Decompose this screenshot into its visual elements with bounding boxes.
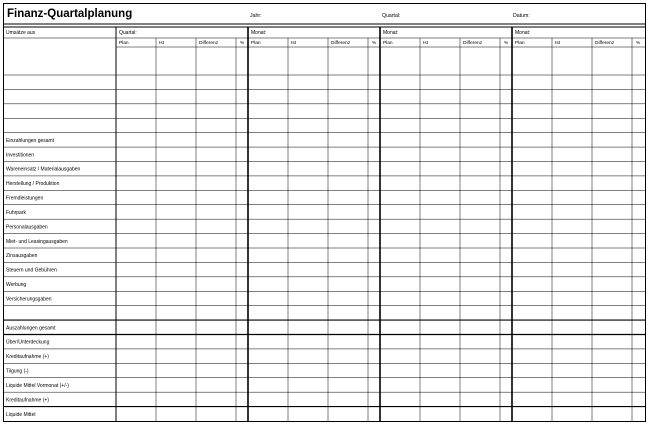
row-label: Einzahlungen gesamt — [6, 137, 55, 144]
sub-column-label: Ist — [159, 41, 165, 46]
sheet-frame — [4, 4, 646, 422]
sub-column-label: Plan — [251, 41, 261, 46]
row-label: Wareneinsatz / Materialausgaben — [6, 166, 81, 173]
first-column-header: Umsätze aus — [6, 30, 36, 36]
row-label: Liquide Mittel Vormonat (+/-) — [6, 382, 69, 389]
sub-column-label: Plan — [383, 41, 393, 46]
sub-column-label: Differenz — [331, 41, 351, 46]
row-label: Werbung — [6, 282, 27, 289]
sub-column-label: Differenz — [595, 41, 615, 46]
sub-column-label: Differenz — [199, 41, 219, 46]
sub-column-label: Ist — [423, 41, 429, 46]
row-label: Fuhrpark — [6, 209, 27, 216]
row-label: Kreditaufnahme (+) — [6, 354, 49, 361]
sub-column-label: % — [240, 41, 245, 46]
sub-column-label: Plan — [119, 41, 129, 46]
sub-column-label: Ist — [555, 41, 561, 46]
row-label: Fremdleistungen — [6, 195, 44, 202]
period-group-label: Monat: — [251, 30, 267, 36]
row-label: Über/Unterdeckung — [6, 339, 50, 346]
row-label: Liquide Mittel — [6, 411, 36, 418]
row-label: Personalausgaben — [6, 224, 48, 231]
row-label: Versicherungsgaben — [6, 296, 52, 303]
row-label: Zinsausgaben — [6, 253, 38, 260]
row-label: Auszahlungen gesamt — [6, 325, 56, 332]
row-label: Herstellung / Produktion — [6, 181, 60, 188]
row-label: Investitionen — [6, 152, 35, 159]
quarter-label: Quartal: — [382, 13, 401, 19]
sub-column-label: Ist — [291, 41, 297, 46]
row-label: Tilgung (-) — [6, 368, 29, 375]
sub-column-label: Differenz — [463, 41, 483, 46]
sub-column-label: Plan — [515, 41, 525, 46]
year-label: Jahr: — [250, 13, 262, 19]
table-labels — [6, 30, 641, 418]
row-label: Miet- und Leasingausgaben — [6, 238, 68, 245]
table-grid — [4, 24, 645, 421]
sub-column-label: % — [372, 41, 377, 46]
page-title: Finanz-Quartalplanung — [7, 8, 133, 20]
date-label: Datum: — [513, 13, 530, 19]
period-group-label: Quartal: — [119, 30, 137, 36]
period-group-label: Monat: — [383, 30, 399, 36]
period-group-label: Monat: — [515, 30, 531, 36]
row-label: Kreditaufnahme (+) — [6, 397, 49, 404]
row-label: Steuern und Gebühren — [6, 267, 57, 274]
sub-column-label: % — [504, 41, 509, 46]
sub-column-label: % — [636, 41, 641, 46]
